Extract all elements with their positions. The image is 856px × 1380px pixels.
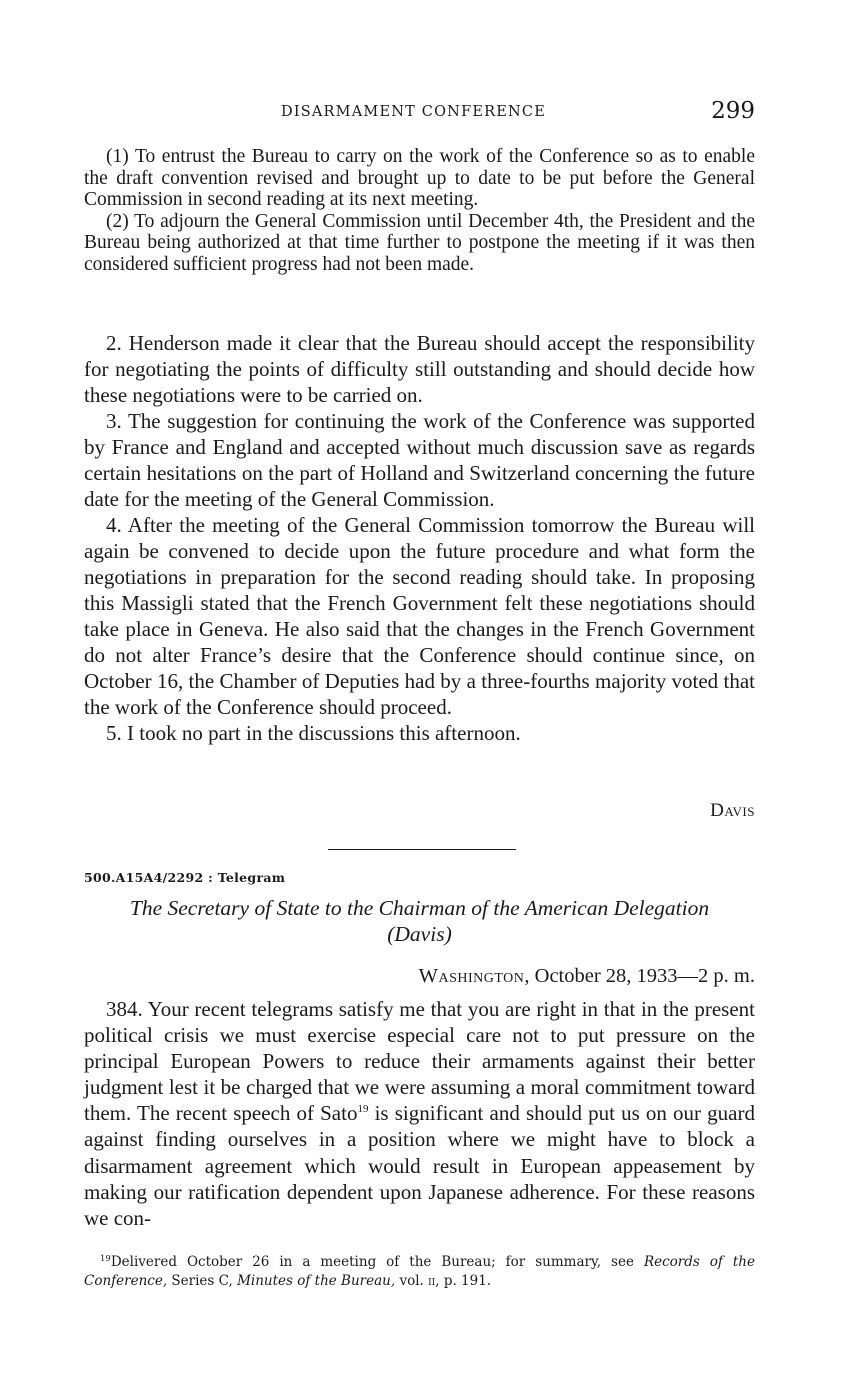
paragraph-5: 5. I took no part in the discussions this afternoon. bbox=[106, 721, 521, 745]
footnote-text-b: Series C, bbox=[167, 1273, 238, 1289]
running-head: DISARMAMENT CONFERENCE bbox=[281, 104, 546, 120]
resolution-2: (2) To adjourn the General Commission until December 4th, the President and the Bureau being authorized at that time further to postpone the meeting if it was then considered sufficient progress had not been made. bbox=[84, 210, 755, 275]
document-title-line2: (Davis) bbox=[387, 922, 452, 946]
footnote-text-a: Delivered October 26 in a meeting of the Bureau; for summary, see bbox=[110, 1254, 644, 1270]
footnote-text-c: vol. bbox=[395, 1273, 429, 1289]
telegram-body bbox=[84, 996, 755, 1231]
paragraph-2: 2. Henderson made it clear that the Bureau should accept the responsibility for negotiating the points of difficulty still outstanding and should decide how these negotiations were to be carried on. bbox=[84, 331, 755, 407]
footnote bbox=[84, 1253, 755, 1291]
signature: Davis bbox=[710, 800, 755, 821]
resolution-1: (1) To entrust the Bureau to carry on the work of the Conference so as to enable the draft convention revised and brought up to date to be put before the General Commission in second reading at its next meeting. bbox=[84, 146, 755, 210]
paragraph-4: 4. After the meeting of the General Commission tomorrow the Bureau will again be convened to decide upon the future procedure and what form the negotiations in preparation for the second reading should take. In proposing this Massigli stated that the French Government felt these negotiations should take place in Geneva. He also said that the changes in the French Government do not alter France’s desire that the Conference should continue since, on October 16, the Chamber of Deputies had by a three-fourths majority voted that the work of the Conference should proceed. bbox=[84, 513, 755, 719]
document-title bbox=[84, 895, 755, 947]
footnote-text-d: , p. 191. bbox=[435, 1273, 492, 1289]
footnote-italic-a: Records of the Conference, bbox=[84, 1254, 755, 1289]
footnote-volume: ii bbox=[428, 1273, 436, 1289]
paragraph-3: 3. The suggestion for continuing the work of the Conference was supported by France and England and accepted without much discussion save as regards certain hesitations on the part of Holland and Switzerland concerning the future date for the meeting of the General Commission. bbox=[84, 409, 755, 511]
dateline-place: Washington bbox=[418, 965, 525, 987]
telegram-paragraph bbox=[84, 996, 755, 1231]
quoted-resolutions bbox=[84, 146, 755, 275]
section-divider bbox=[328, 849, 516, 850]
page-header bbox=[84, 100, 755, 128]
dateline bbox=[419, 965, 755, 988]
page-number: 299 bbox=[711, 98, 755, 124]
telegram-text-part1: 384. Your recent telegrams satisfy me that you are right in that in the present political crisis we must exercise especial care not to put pressure on the principal European Powers to reduce their armaments against their better judgment lest it be charged that we were assuming a moral commitment toward them. The recent speech of Sato bbox=[84, 997, 755, 1126]
footnote-marker: 19 bbox=[100, 1254, 111, 1264]
report-body bbox=[84, 330, 755, 746]
dateline-date: , October 28, 1933—2 p. m. bbox=[524, 965, 755, 987]
file-reference: 500.A15A4/2292 : Telegram bbox=[84, 870, 286, 885]
document-title-line1: The Secretary of State to the Chairman of the American Delegation bbox=[129, 896, 710, 920]
footnote-reference: 19 bbox=[357, 1103, 369, 1116]
footnote-italic-b: Minutes of the Bureau, bbox=[237, 1273, 396, 1289]
telegram-text-part2: is significant and should put us on our guard against finding ourselves in a position where we might have to block a disarmament agreement which would result in European appeasement by making our ratification dependent upon Japanese adherence. For these reasons we con- bbox=[84, 1101, 755, 1230]
